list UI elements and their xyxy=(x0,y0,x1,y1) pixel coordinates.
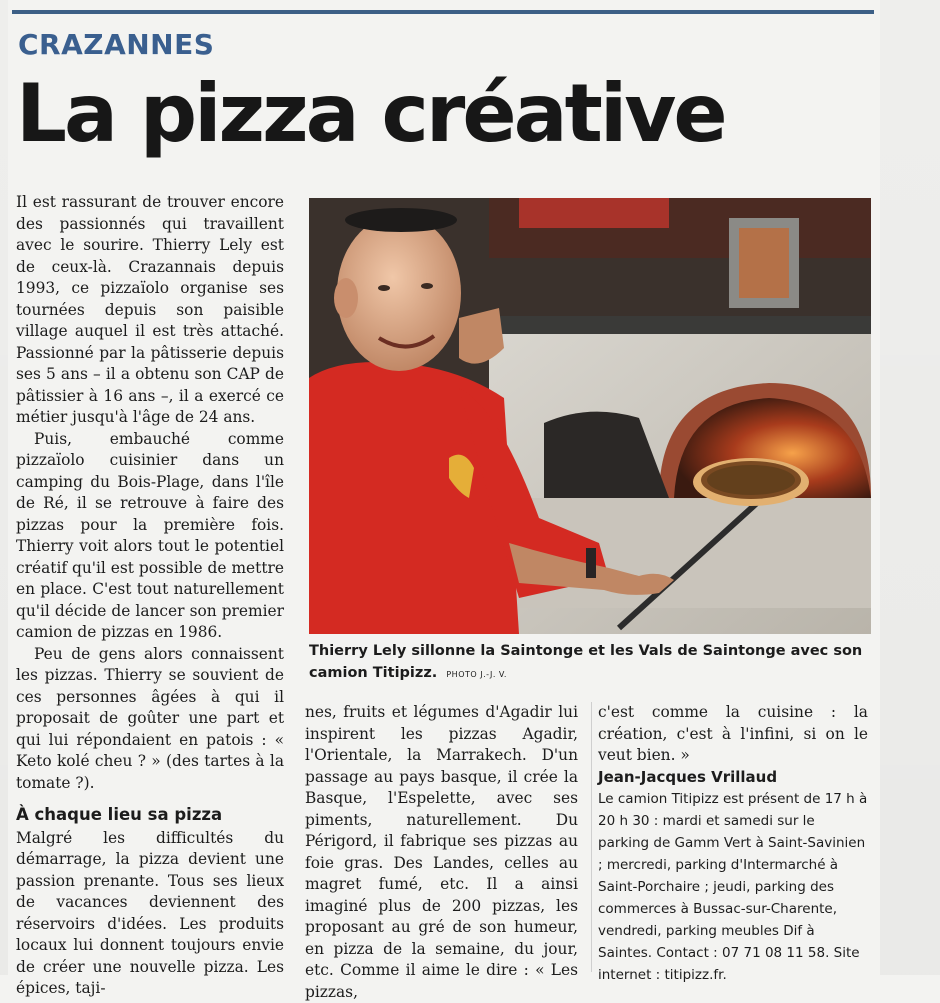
pizzaiolo-photo xyxy=(309,198,871,634)
paragraph: Malgré les difficultés du démarrage, la pizza devient une passion prenante. Tous ses lieux de vacances deviennent des réservoirs d'idées. Les produits locaux lui donnent toujours envie de créer une nouvelle pizza. Les épices, taji- xyxy=(16,828,284,997)
paragraph: Peu de gens alors connaissent les pizzas. Thierry se souvient de ces personnes âgées à qui il proposait de goûter une part et qui lui répondaient en patois : « Keto kolé cheu ? » (des tartes à la tomate ?). xyxy=(16,644,284,792)
author-byline: Jean-Jacques Vrillaud xyxy=(598,767,778,786)
caption-text: Thierry Lely sillonne la Saintonge et les Vals de Saintonge avec son camion Titipizz. xyxy=(309,643,863,681)
paragraph: nes, fruits et légumes d'Agadir lui inspirent les pizzas Agadir, l'Orientale, la Marrakech. D'un passage au pays basque, il crée la Basque, l'Espelette, avec ses piments, naturellement. Du Périgord, il fabrique ses pizzas au foie gras. Des Landes, celles au magret fumé, etc. Il a ainsi imaginé plus de 200 pizzas, les proposant au gré de son humeur, en pizza de la semaine, du jour, etc. Comme il aime le dire : « Les pizzas, xyxy=(305,703,578,1001)
section-label: CRAZANNES xyxy=(18,28,215,61)
paragraph: c'est comme la cuisine : la création, c'est à l'infini, si on le veut bien. » xyxy=(598,703,868,764)
page-edge-shadow xyxy=(0,0,8,975)
column-divider xyxy=(591,702,592,972)
photo-caption xyxy=(309,640,871,686)
top-rule xyxy=(12,10,874,14)
adjacent-article-shadow xyxy=(880,0,940,975)
photo-credit: PHOTO J.-J. V. xyxy=(446,670,507,679)
info-box: Le camion Titipizz est présent de 17 h à 20 h 30 : mardi et samedi sur le parking de Gamm Vert à Saint-Savinien ; mercredi, parking d'Intermarché à Saint-Porchaire ; jeudi, parking des commerces à Bussac-sur-Charente, vendredi, parking meubles Dif à Saintes. Contact : 07 71 08 11 58. Site internet : titipizz.fr. xyxy=(598,791,868,983)
headline: La pizza créative xyxy=(16,67,725,160)
article-column-2 xyxy=(305,702,578,1003)
subheading: À chaque lieu sa pizza xyxy=(16,805,223,824)
article-column-3 xyxy=(598,702,868,986)
paragraph: Puis, embauché comme pizzaïolo cuisinier dans un camping du Bois-Plage, dans l'île de Ré, il se retrouve à faire des pizzas pour la première fois. Thierry voit alors tout le potentiel créatif qu'il est possible de mettre en place. C'est tout naturellement qu'il décide de lancer son premier camion de pizzas en 1986. xyxy=(16,429,284,641)
article-photo xyxy=(309,198,871,634)
paragraph: Il est rassurant de trouver encore des passionnés qui travaillent avec le sourire. Thierry Lely est de ceux-là. Crazannais depuis 1993, ce pizzaïolo organise ses tournées depuis son paisible village auquel il est très attaché. Passionné par la pâtisserie depuis ses 5 ans – il a obtenu son CAP de pâtissier à 16 ans –, il a exercé ce métier jusqu'à l'âge de 24 ans. xyxy=(16,193,284,426)
article-column-1 xyxy=(16,192,284,1000)
